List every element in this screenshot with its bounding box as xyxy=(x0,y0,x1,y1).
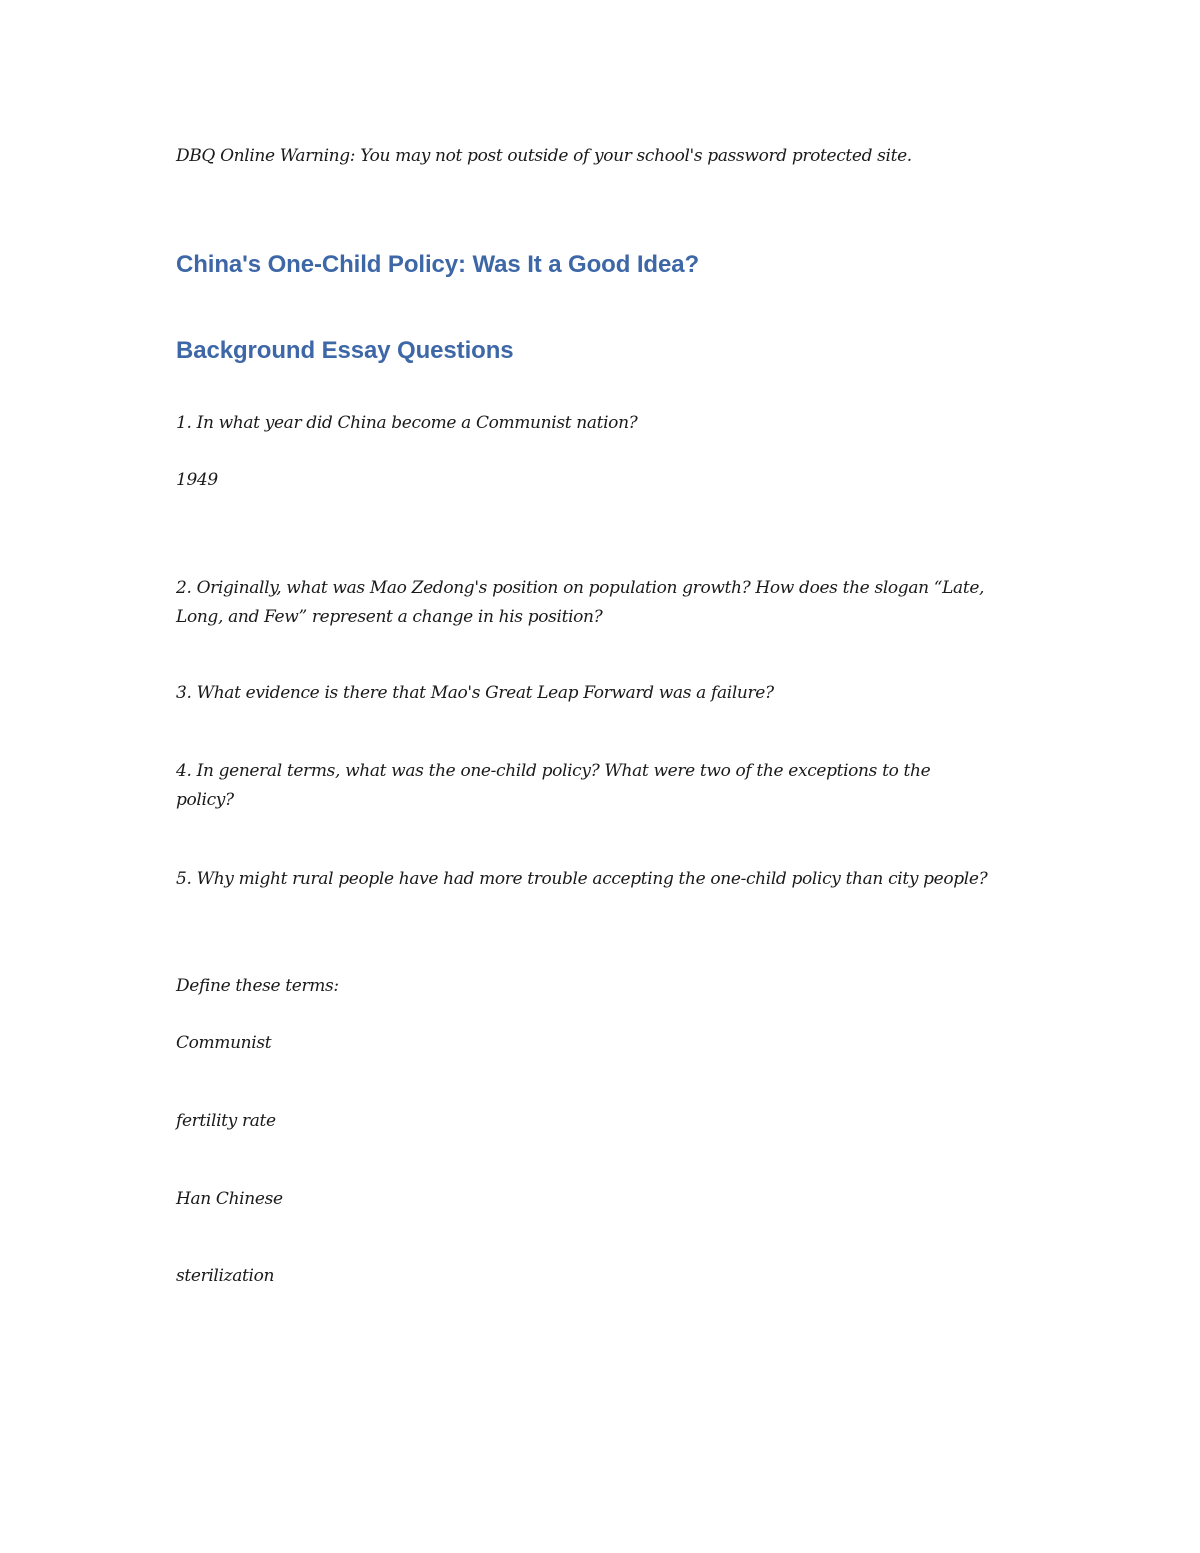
question-4: 4. In general terms, what was the one-child policy? What were two of the exceptions to the policy? xyxy=(176,761,931,810)
question-3: 3. What evidence is there that Mao's Great Leap Forward was a failure? xyxy=(176,683,774,703)
section-heading: Background Essay Questions xyxy=(176,337,514,364)
online-warning: DBQ Online Warning: You may not post outside of your school's password protected site. xyxy=(176,146,912,166)
term-han-chinese: Han Chinese xyxy=(176,1189,283,1209)
define-prompt: Define these terms: xyxy=(176,976,339,996)
document-title: China's One-Child Policy: Was It a Good Idea? xyxy=(176,251,700,278)
question-5: 5. Why might rural people have had more trouble accepting the one-child policy than city people? xyxy=(176,869,988,889)
question-1: 1. In what year did China become a Communist nation? xyxy=(176,413,638,433)
question-2: 2. Originally, what was Mao Zedong's position on population growth? How does the slogan “Late, Long, and Few” represent a change in his position? xyxy=(176,578,985,627)
answer-1: 1949 xyxy=(176,470,218,490)
term-sterilization: sterilization xyxy=(176,1266,275,1286)
term-communist: Communist xyxy=(176,1033,272,1053)
term-fertility-rate: fertility rate xyxy=(176,1111,276,1131)
